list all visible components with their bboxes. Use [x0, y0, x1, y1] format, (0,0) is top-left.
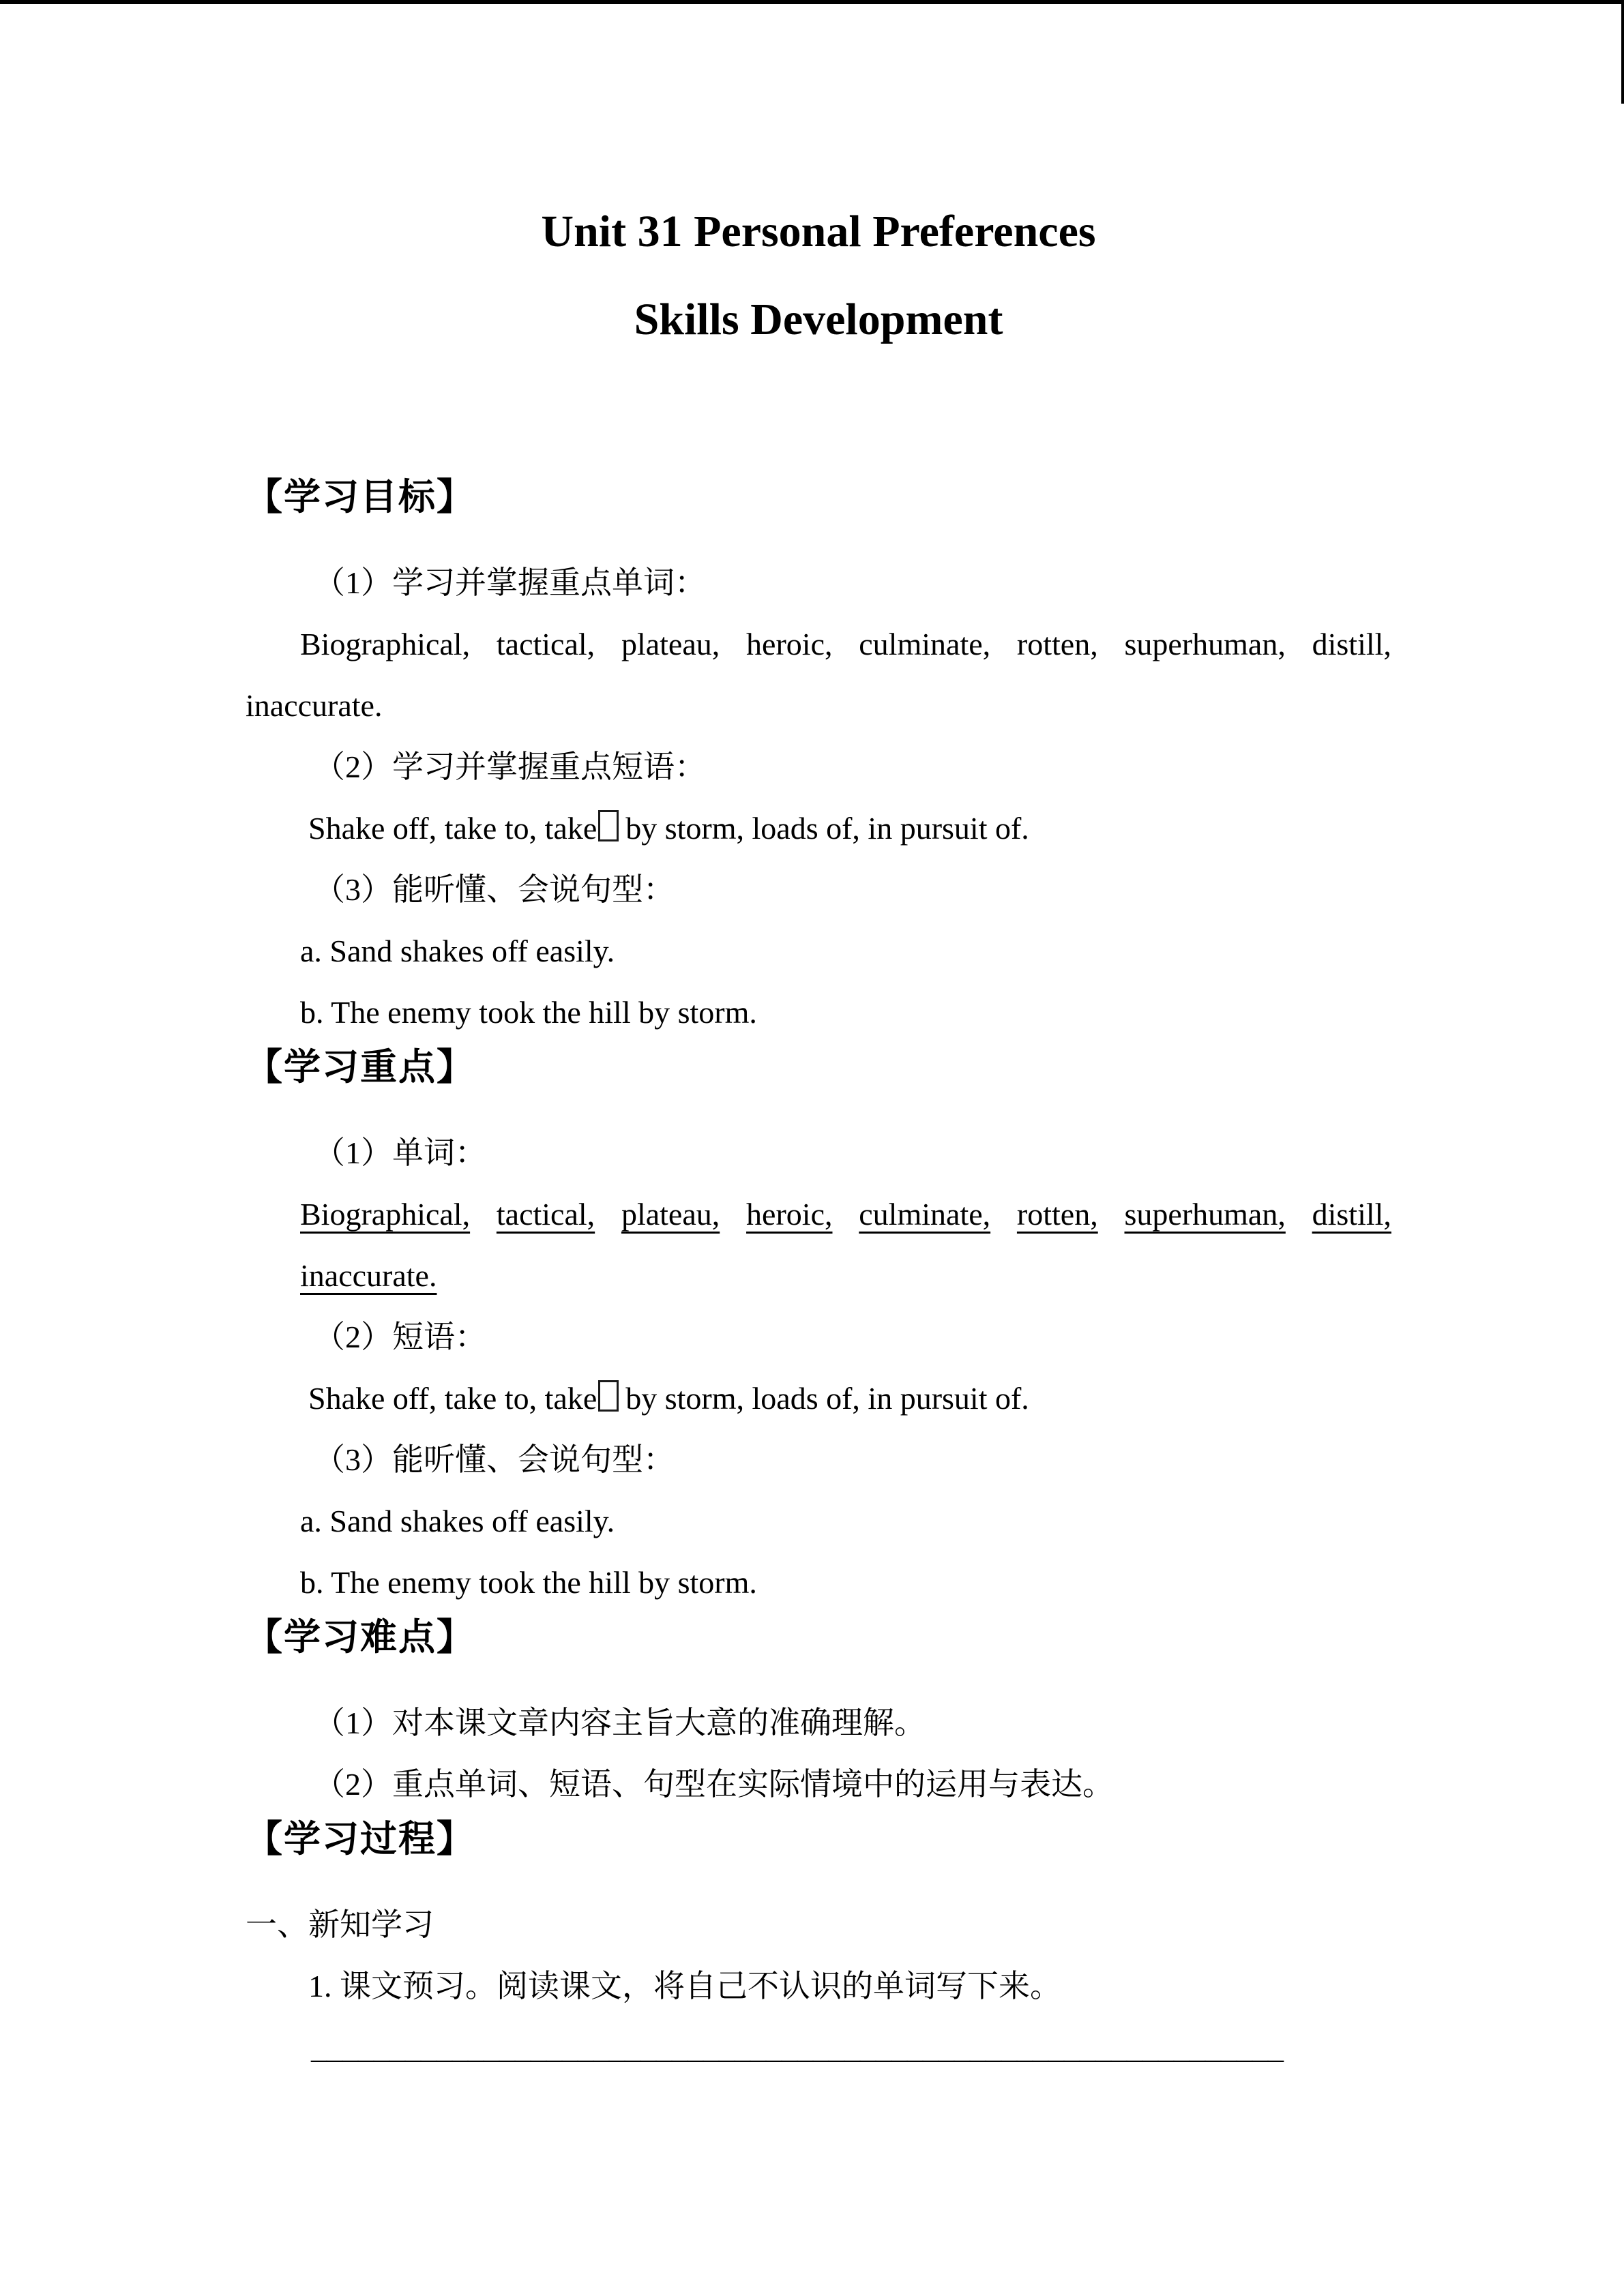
- missing-glyph-box: [598, 1380, 619, 1412]
- page-top-border: [0, 0, 1624, 4]
- objectives-word-list: [246, 614, 1391, 675]
- keypoints-word-last: [246, 1245, 1391, 1307]
- section-heading-key-points: 【学习重点】: [246, 1047, 475, 1088]
- vocabulary-word: rotten,: [1016, 627, 1098, 661]
- vocabulary-word: heroic,: [746, 1197, 833, 1232]
- phrases-text-after: by storm, loads of, in pursuit of.: [625, 811, 1029, 846]
- objectives-item-2: （2）学习并掌握重点短语：: [314, 749, 706, 784]
- process-step-1-title: 一、新知学习: [246, 1907, 434, 1942]
- objectives-word-last: inaccurate.: [246, 688, 383, 723]
- vocabulary-word: superhuman,: [1124, 1197, 1286, 1232]
- vocabulary-word: culminate,: [859, 1197, 991, 1232]
- vocabulary-word: Biographical,: [300, 627, 471, 661]
- phrases-text-before: Shake off, take to, take: [308, 811, 597, 846]
- difficulties-item-2: （2）重点单词、短语、句型在实际情境中的运用与表达。: [314, 1767, 1114, 1802]
- fill-in-blank-line: ______________________________________________________________: [311, 2030, 1284, 2065]
- vocabulary-word: rotten,: [1016, 1197, 1098, 1232]
- document-title-line1: Unit 31 Personal Preferences: [541, 207, 1096, 256]
- process-step-1-item-1: 1. 课文预习。阅读课文，将自己不认识的单词写下来。: [308, 1969, 1061, 2003]
- document-content: [246, 205, 1391, 2078]
- vocabulary-word: superhuman,: [1124, 627, 1286, 661]
- vocabulary-word: distill,: [1312, 1197, 1391, 1232]
- objectives-item-1: （1）学习并掌握重点单词：: [314, 565, 706, 600]
- vocabulary-word: Biographical,: [300, 1197, 471, 1232]
- vocabulary-word: tactical,: [496, 1197, 595, 1232]
- vocabulary-word: heroic,: [746, 627, 833, 661]
- vocabulary-word: tactical,: [496, 627, 595, 661]
- vocabulary-word: culminate,: [859, 627, 991, 661]
- keypoints-phrases-line: [246, 1368, 1391, 1429]
- objectives-sentence-a: a. Sand shakes off easily.: [300, 934, 615, 968]
- vocabulary-word: inaccurate.: [300, 1258, 437, 1293]
- section-heading-difficulties: 【学习难点】: [246, 1617, 475, 1658]
- objectives-item-3: （3）能听懂、会说句型：: [314, 872, 675, 907]
- keypoints-sentence-b: b. The enemy took the hill by storm.: [300, 1565, 757, 1600]
- document-title-line2: Skills Development: [634, 295, 1003, 344]
- vocabulary-word: distill,: [1312, 627, 1391, 661]
- vocabulary-word: plateau,: [621, 1197, 720, 1232]
- phrases-text-after: by storm, loads of, in pursuit of.: [625, 1381, 1029, 1416]
- objectives-sentence-b: b. The enemy took the hill by storm.: [300, 995, 757, 1030]
- keypoints-word-list: [246, 1184, 1391, 1245]
- section-heading-process: 【学习过程】: [246, 1819, 475, 1860]
- difficulties-item-1: （1）对本课文章内容主旨大意的准确理解。: [314, 1705, 926, 1740]
- keypoints-sentence-a: a. Sand shakes off easily.: [300, 1504, 615, 1538]
- objectives-phrases-line: [246, 798, 1391, 859]
- keypoints-item-2: （2）短语：: [314, 1320, 486, 1354]
- keypoints-item-1: （1）单词：: [314, 1135, 486, 1170]
- keypoints-item-3: （3）能听懂、会说句型：: [314, 1442, 675, 1477]
- vocabulary-word: plateau,: [621, 627, 720, 661]
- phrases-text-before: Shake off, take to, take: [308, 1381, 597, 1416]
- section-heading-objectives: 【学习目标】: [246, 477, 475, 518]
- page-right-border-segment: [1621, 0, 1624, 104]
- missing-glyph-box: [598, 810, 619, 841]
